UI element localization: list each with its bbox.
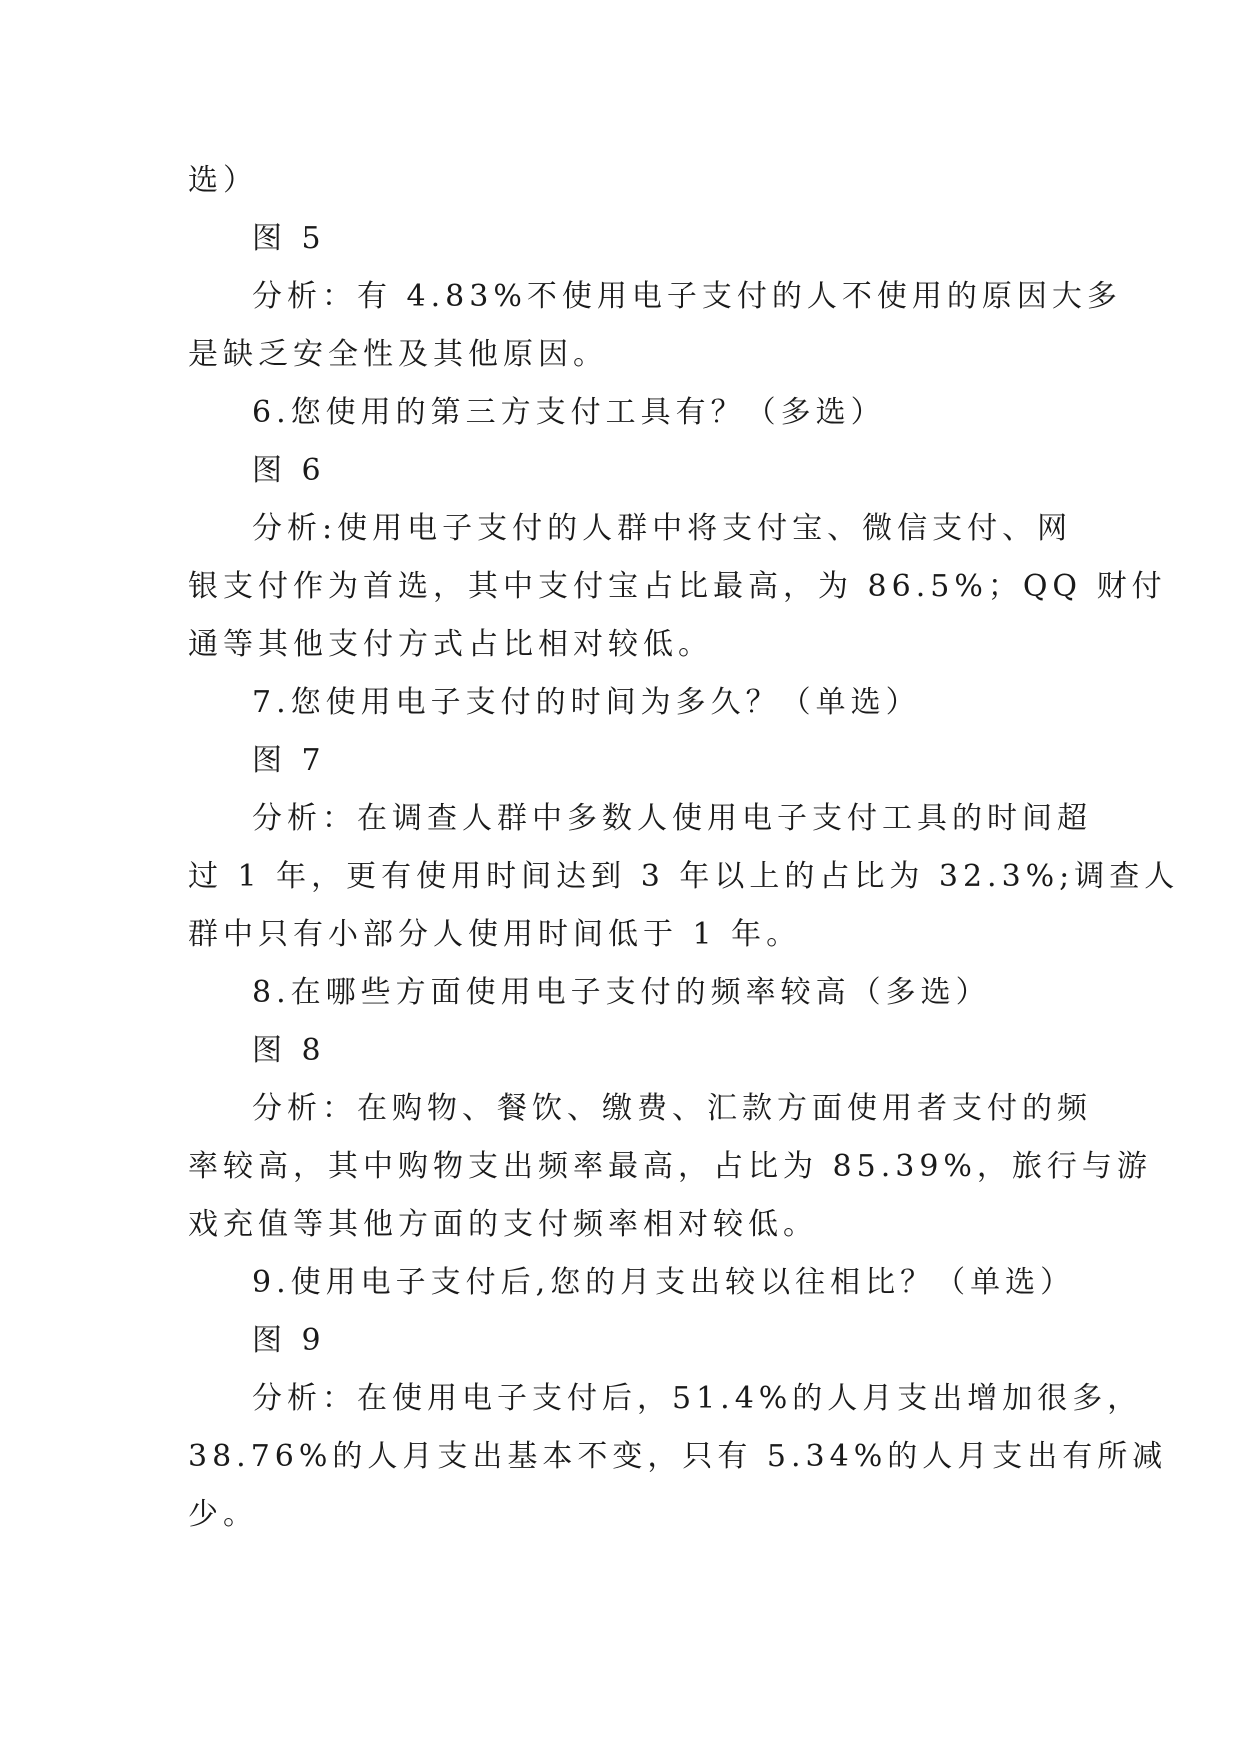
analysis-paragraph-start: 分析：在使用电子支付后，51.4%的人月支出增加很多，	[252, 1381, 1143, 1416]
text-line: 银支付作为首选，其中支付宝占比最高，为 86.5%；QQ 财付	[188, 569, 1167, 604]
question-heading: 8.在哪些方面使用电子支付的频率较高（多选）	[252, 975, 991, 1010]
analysis-paragraph-start: 分析：在购物、餐饮、缴费、汇款方面使用者支付的频	[252, 1091, 1092, 1126]
text-line: 是缺乏安全性及其他原因。	[188, 337, 608, 372]
analysis-paragraph-start: 分析：在调查人群中多数人使用电子支付工具的时间超	[252, 801, 1092, 836]
question-heading: 6.您使用的第三方支付工具有？（多选）	[252, 395, 886, 430]
figure-caption: 图 5	[252, 221, 326, 256]
figure-caption: 图 9	[252, 1323, 326, 1358]
question-heading: 7.您使用电子支付的时间为多久？（单选）	[252, 685, 921, 720]
text-line: 通等其他支付方式占比相对较低。	[188, 627, 713, 662]
text-line: 过 1 年，更有使用时间达到 3 年以上的占比为 32.3%;调查人	[188, 859, 1180, 894]
text-line: 38.76%的人月支出基本不变，只有 5.34%的人月支出有所减	[188, 1439, 1168, 1474]
text-line: 少。	[188, 1497, 258, 1532]
question-heading: 9.使用电子支付后,您的月支出较以往相比？（单选）	[252, 1265, 1076, 1300]
figure-caption: 图 7	[252, 743, 326, 778]
analysis-paragraph-start: 分析：有 4.83%不使用电子支付的人不使用的原因大多	[252, 279, 1122, 314]
figure-caption: 图 6	[252, 453, 326, 488]
text-line: 率较高，其中购物支出频率最高，占比为 85.39%，旅行与游	[188, 1149, 1152, 1184]
text-line: 群中只有小部分人使用时间低于 1 年。	[188, 917, 802, 952]
text-line: 选）	[188, 163, 258, 198]
text-line: 戏充值等其他方面的支付频率相对较低。	[188, 1207, 818, 1242]
analysis-paragraph-start: 分析:使用电子支付的人群中将支付宝、微信支付、网	[252, 511, 1073, 546]
figure-caption: 图 8	[252, 1033, 326, 1068]
